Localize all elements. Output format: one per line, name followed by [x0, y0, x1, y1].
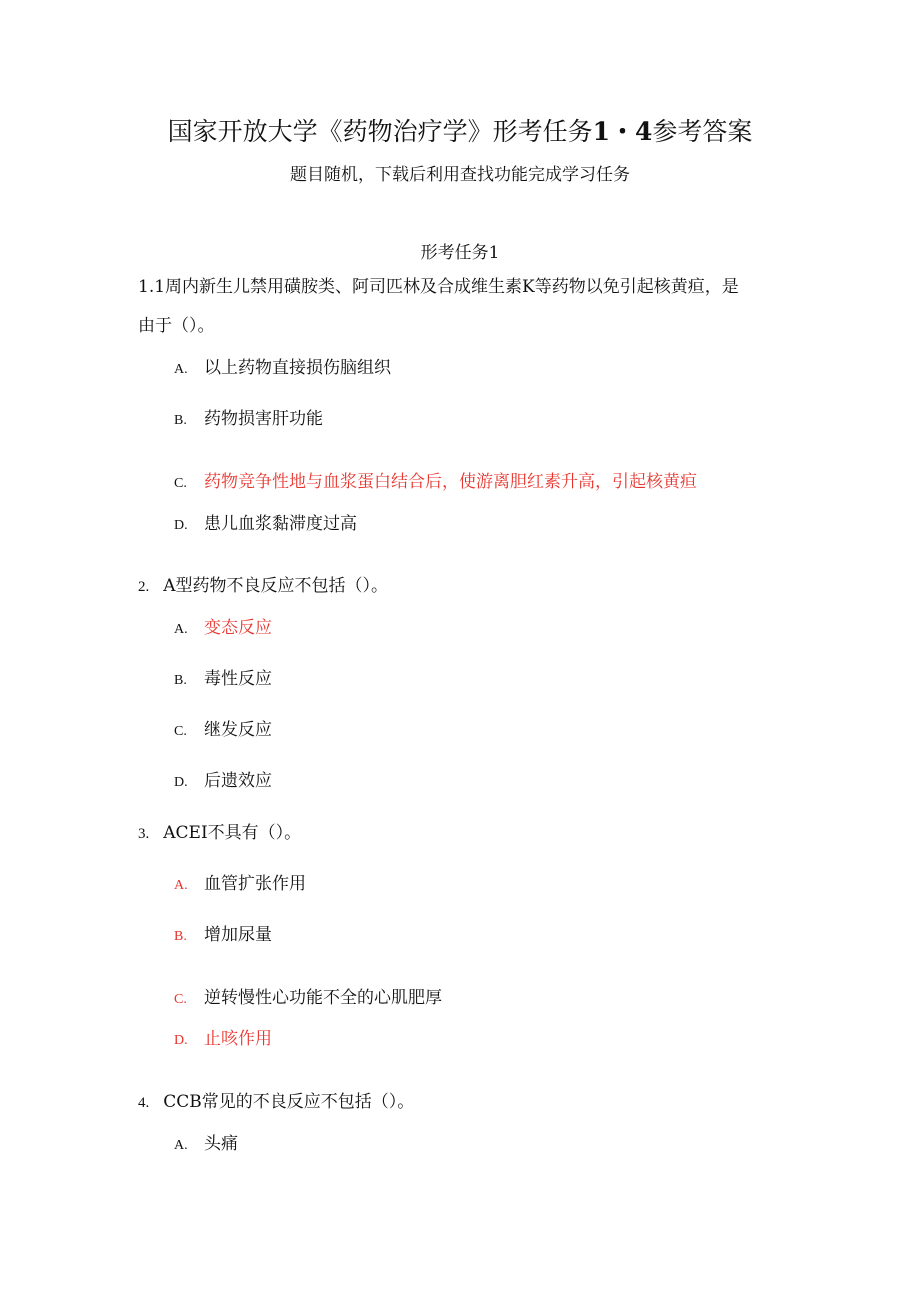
question-4-option-a: A. 头痛 [174, 1134, 238, 1154]
question-2-option-a: A. 变态反应 [174, 618, 272, 638]
question-3-option-a: A. 血管扩张作用 [174, 874, 306, 894]
question-2-option-d: D. 后遗效应 [174, 771, 272, 791]
question-1-text-line1: 1.1周内新生儿禁用磺胺类、阿司匹林及合成维生素K等药物以免引起核黄疸，是 [138, 277, 739, 297]
page-subtitle: 题目随机，下载后利用查找功能完成学习任务 [290, 165, 630, 185]
section-heading: 形考任务1 [420, 243, 500, 263]
question-3-text: 3. ACEI不具有（）。 [138, 823, 302, 843]
question-3-option-b: B. 增加尿量 [174, 925, 272, 945]
question-1-option-c: C. 药物竞争性地与血浆蛋白结合后，使游离胆红素升高，引起核黄疸 [174, 472, 697, 492]
question-3-option-c: C. 逆转慢性心功能不全的心肌肥厚 [174, 988, 442, 1008]
question-1-option-a: A. 以上药物直接损伤脑组织 [174, 358, 391, 378]
question-1-text-line2: 由于（）。 [138, 316, 215, 336]
question-2-option-c: C. 继发反应 [174, 720, 272, 740]
page-title: 国家开放大学《药物治疗学》形考任务1・4参考答案 [167, 117, 753, 146]
question-1-option-d: D. 患儿血浆黏滞度过高 [174, 514, 357, 534]
question-2-text: 2. A型药物不良反应不包括（）。 [138, 576, 389, 596]
question-3-option-d: D. 止咳作用 [174, 1029, 272, 1049]
question-2-option-b: B. 毒性反应 [174, 669, 272, 689]
question-4-text: 4. CCB常见的不良反应不包括（）。 [138, 1092, 415, 1112]
question-1-option-b: B. 药物损害肝功能 [174, 409, 323, 429]
